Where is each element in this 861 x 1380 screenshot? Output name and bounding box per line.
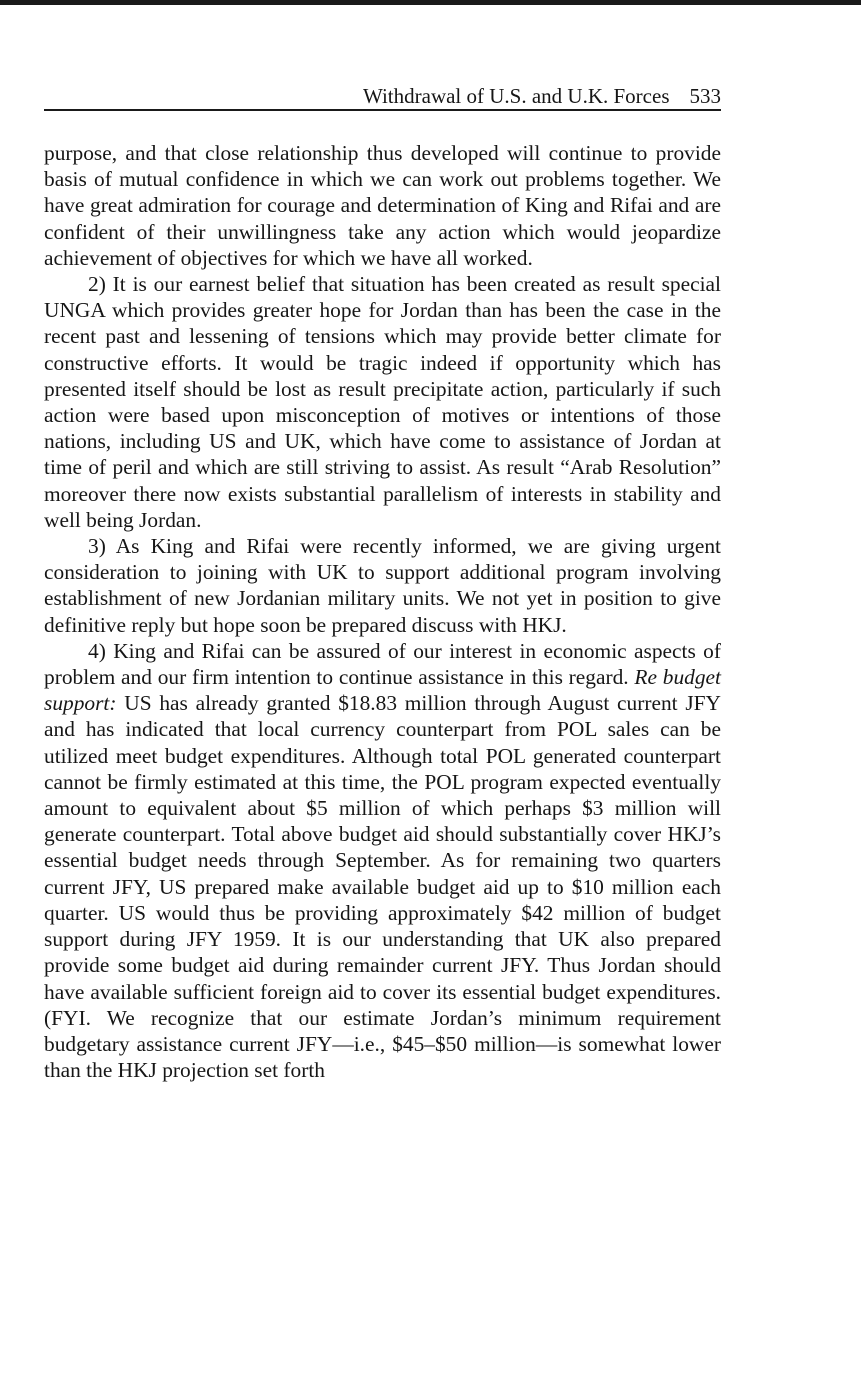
page-number: 533 [689,84,721,108]
running-title: Withdrawal of U.S. and U.K. Forces [362,84,670,108]
paragraph-3: 3) As King and Rifai were recently informed, we are giving urgent consideration to joining with UK to support additional program involving establishment of new Jordanian military units. We not yet in position to give definitive reply but hope soon be prepared discuss with HKJ. [44,534,721,637]
running-header [44,83,721,111]
paragraph-4-body: US has already granted $18.83 million through August current JFY and has indicated that local currency counterpart from POL sales can be utilized meet budget expenditures. Although total POL generated counterpart cannot be firmly estimated at this time, the POL program expected eventually amount to equivalent about $5 million of which perhaps $3 million will generate counterpart. Total above budget aid should substantially cover HKJ’s essential budget needs through September. As for remaining two quarters current JFY, US prepared make available budget aid up to $10 million each quarter. US would thus be providing approximately $42 million of budget support during JFY 1959. It is our understanding that UK also prepared provide some budget aid during remainder current JFY. Thus Jordan should have available sufficient foreign aid to cover its essential budget expenditures. (FYI. We recognize that our estimate Jordan’s minimum requirement budgetary assistance current JFY—i.e., $45–$50 million—is somewhat lower than the HKJ projection set forth [44,691,721,1083]
paragraph-4-lead: 4) King and Rifai can be assured of our interest in economic aspects of problem and our firm intention to continue assistance in this regard. [44,638,721,690]
body-text [44,140,721,1083]
scan-edge [0,0,861,5]
budget-support-heading: Re budget support: [44,665,721,716]
paragraph-continued: purpose, and that close relationship thus developed will continue to provide basis of mutual confidence in which we can work out problems together. We have great admiration for courage and determination of King and Rifai and are confident of their unwillingness take any action which would jeopardize achievement of objectives for which we have all worked. [44,141,721,270]
paragraph-2: 2) It is our earnest belief that situation has been created as result special UNGA which provides greater hope for Jordan than has been the case in the recent past and lessening of tensions which may provide better climate for constructive efforts. It would be tragic indeed if opportunity which has presented itself should be lost as result precipitate action, particularly if such action were based upon misconception of motives or intentions of those nations, including US and UK, which have come to assistance of Jordan at time of peril and which are still striving to assist. As result “Arab Resolution” moreover there now exists substantial parallelism of interests in stability and well being Jordan. [44,272,721,532]
paragraph-4 [44,638,721,1083]
